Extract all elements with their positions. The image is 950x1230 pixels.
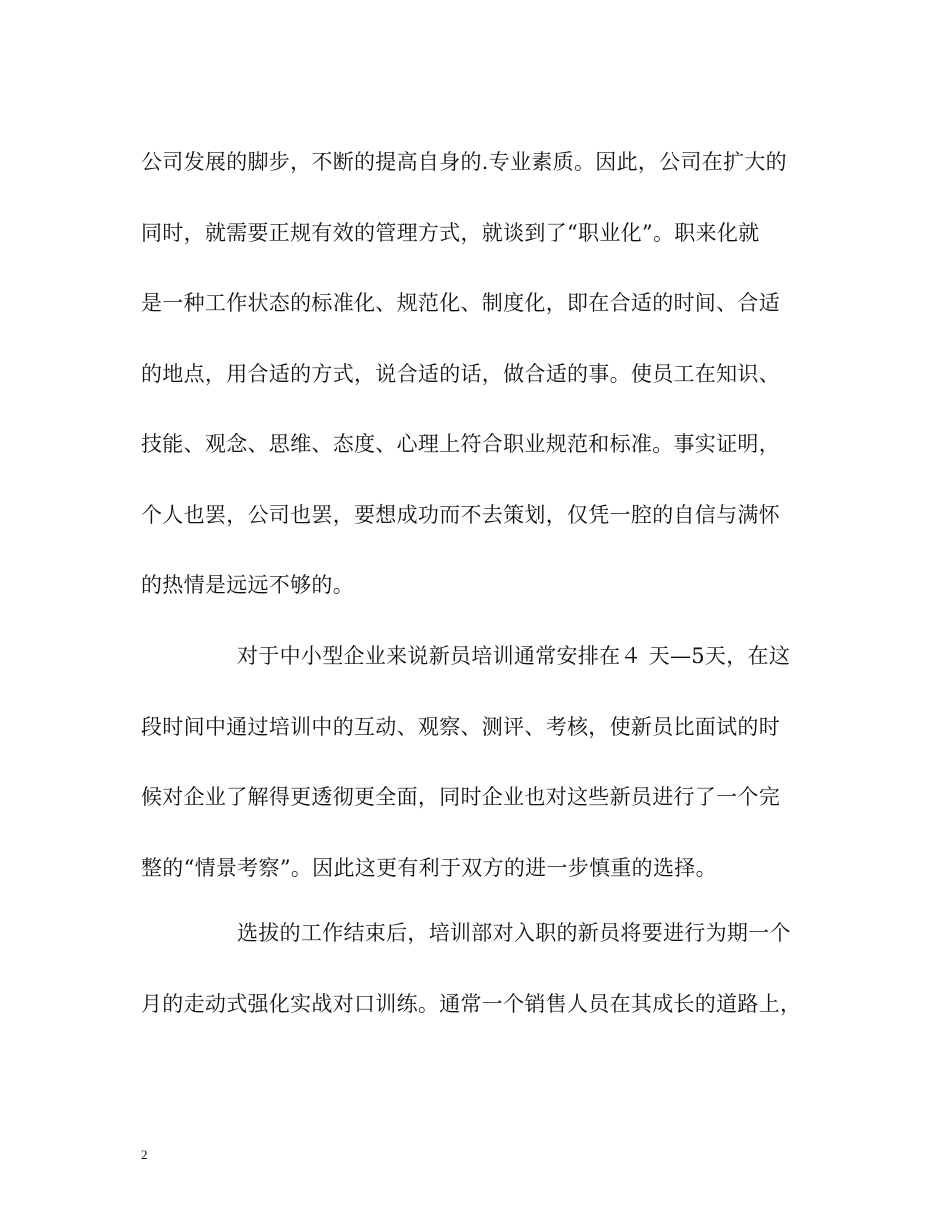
text-line: 候对企业了解得更透彻更全面，同时企业也对这些新员进行了一个完 [141,785,780,809]
page-number: 2 [141,1147,148,1162]
text-line: 公司发展的脚步，不断的提高自身的.专业素质。因此，公司在扩大的 [141,150,787,174]
text-line: 整的“情景考察”。因此这更有利于双方的进一步慎重的选择。 [141,856,717,880]
text-line: 同时，就需要正规有效的管理方式，就谈到了“职业化”。职来化就 [141,221,760,245]
paragraph-first-line: 选拔的工作结束后，培训部对入职的新员将要进行为期一个 [237,921,791,945]
text-line: 个人也罢，公司也罢，要想成功而不去策划，仅凭一腔的自信与满怀 [141,503,780,527]
text-line: 是一种工作状态的标准化、规范化、制度化，即在合适的时间、合适 [141,291,780,315]
text-line: 月的走动式强化实战对口训练。通常一个销售人员在其成长的道路上， [141,992,802,1016]
text-line: 技能、观念、思维、态度、心理上符合职业规范和标准。事实证明， [141,432,780,456]
text-line: 段时间中通过培训中的互动、观察、测评、考核，使新员比面试的时 [141,715,780,739]
text-line: 的地点，用合适的方式，说合适的话，做合适的事。使员工在知识、 [141,362,780,386]
paragraph-first-line: 对于中小型企业来说新员培训通常安排在４ 天—5天，在这 [237,644,791,668]
text-line: 的热情是远远不够的。 [141,573,354,597]
